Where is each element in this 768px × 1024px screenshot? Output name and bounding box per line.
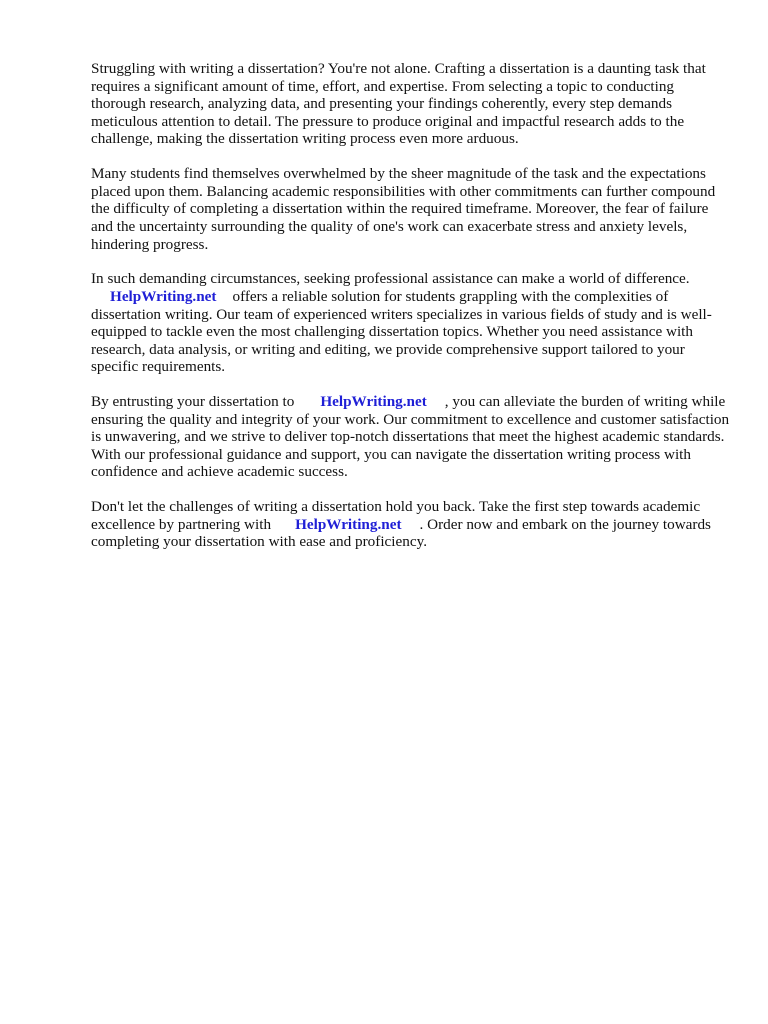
- paragraph-cta-lead: Don't let the challenges of writing a dissertation hold you back. Take the first step towards academic excellence by partnering with: [91, 498, 701, 533]
- document-body: [91, 60, 731, 568]
- paragraph-solution-lead: In such demanding circumstances, seeking professional assistance can make a world of difference.: [91, 270, 690, 288]
- paragraph-entrusting: [91, 393, 731, 481]
- paragraph-call-to-action: [91, 498, 731, 551]
- helpwriting-link[interactable]: HelpWriting.net: [295, 515, 402, 533]
- helpwriting-link[interactable]: HelpWriting.net: [110, 287, 217, 305]
- paragraph-cta-rest: . Order now and embark on the journey towards completing your dissertation with ease and proficiency.: [91, 515, 711, 551]
- paragraph-entrusting-lead: By entrusting your dissertation to: [91, 393, 295, 411]
- paragraph-challenges: Many students find themselves overwhelmed by the sheer magnitude of the task and the expectations placed upon them. Balancing academic responsibilities with other commitments can further compound the difficulty of completing a dissertation within the required timeframe. Moreover, the fear of failure and the uncertainty surrounding the quality of one's work can exacerbate stress and anxiety levels, hindering progress.: [91, 165, 716, 253]
- helpwriting-link[interactable]: HelpWriting.net: [320, 393, 427, 411]
- paragraph-solution-rest: offers a reliable solution for students grappling with the complexities of dissertation writing. Our team of experienced writers specializes in various fields of study and is well-equipped to tackle even the most challenging dissertation topics. Whether you need assistance with research, data analysis, or writing and editing, we provide comprehensive support tailored to your specific requirements.: [91, 287, 712, 376]
- paragraph-entrusting-rest: , you can alleviate the burden of writing while ensuring the quality and integrity of your work. Our commitment to excellence and customer satisfaction is unwavering, and we strive to deliver top-notch dissertations that meet the highest academic standards. With our professional guidance and support, you can navigate the dissertation writing process with confidence and achieve academic success.: [91, 393, 730, 481]
- paragraph-intro: Struggling with writing a dissertation? You're not alone. Crafting a dissertation is a daunting task that requires a significant amount of time, effort, and expertise. From selecting a topic to conducting thorough research, analyzing data, and presenting your findings coherently, every step demands meticulous attention to detail. The pressure to produce original and impactful research adds to the challenge, making the dissertation writing process even more arduous.: [91, 60, 706, 148]
- paragraph-solution: [91, 270, 731, 376]
